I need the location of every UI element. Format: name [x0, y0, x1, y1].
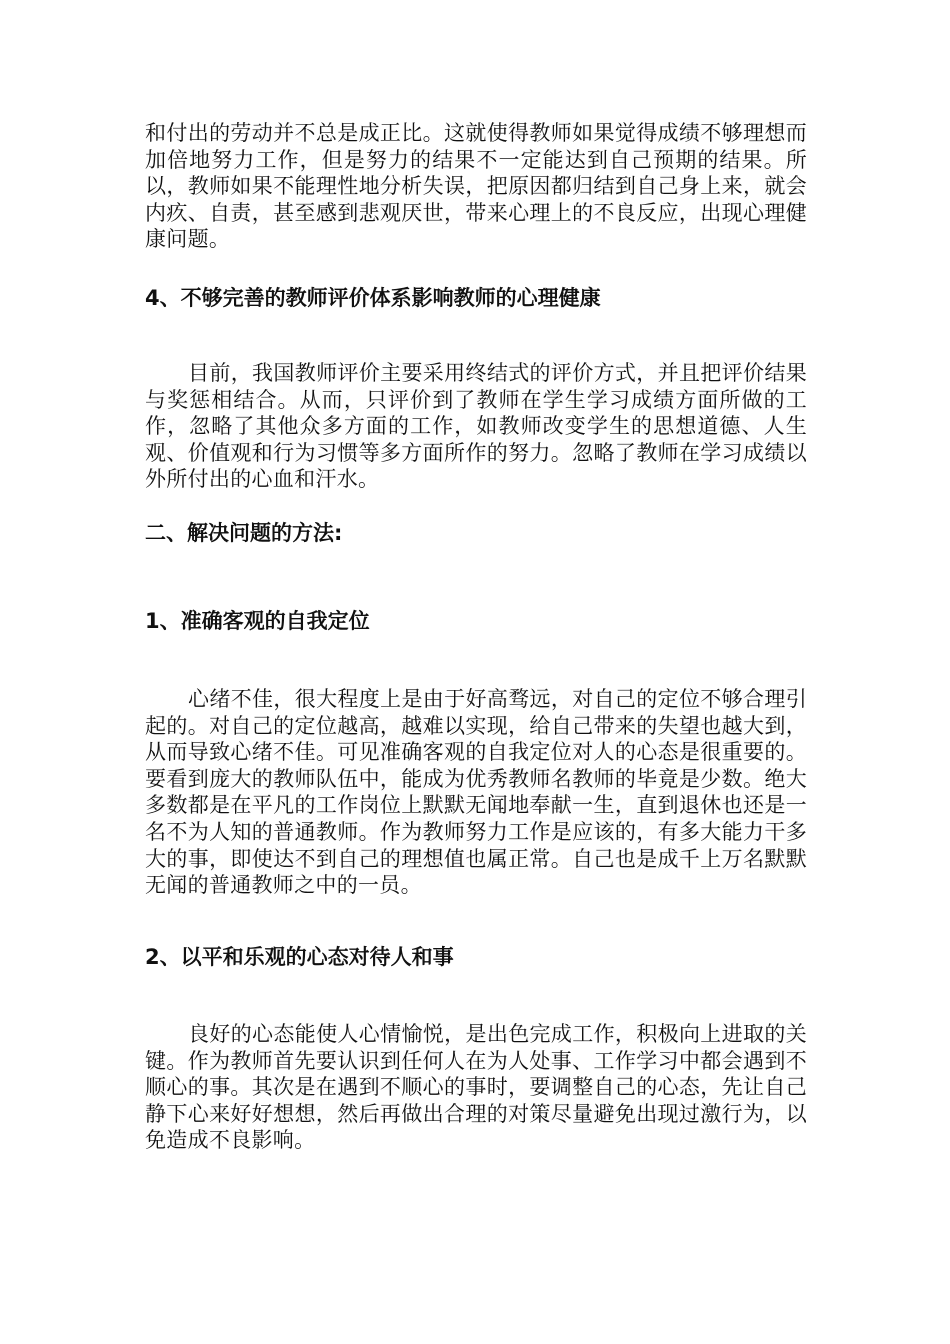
paragraph-evaluation: 目前，我国教师评价主要采用终结式的评价方式，并且把评价结果与奖惩相结合。从而，只评价到了教师在学生学习成绩方面所做的工作，忽略了其他众多方面的工作，如教师改变学生的思想道德、人生观、价值观和行为习惯等多方面所作的努力。忽略了教师在学习成绩以外所付出的心血和汗水。 [145, 361, 807, 492]
document-page [145, 0, 807, 1344]
paragraph-calm-attitude: 良好的心态能使人心情愉悦，是出色完成工作，积极向上进取的关键。作为教师首先要认识到任何人在为人处事、工作学习中都会遇到不顺心的事。其次是在遇到不顺心的事时，要调整自己的心态，先让自己静下心来好好想想，然后再做出合理的对策尽量避免出现过激行为，以免造成不良影响。 [145, 1022, 807, 1153]
paragraph-self-positioning: 心绪不佳，很大程度上是由于好高骛远，对自己的定位不够合理引起的。对自己的定位越高，越难以实现，给自己带来的失望也越大到，从而导致心绪不佳。可见准确客观的自我定位对人的心态是很重要的。要看到庞大的教师队伍中，能成为优秀教师名教师的毕竟是少数。绝大多数都是在平凡的工作岗位上默默无闻地奉献一生，直到退休也还是一名不为人知的普通教师。作为教师努力工作是应该的，有多大能力干多大的事，即使达不到自己的理想值也属正常。自己也是成千上万名默默无闻的普通教师之中的一员。 [145, 687, 807, 898]
heading-teacher-evaluation-system: 4、不够完善的教师评价体系影响教师的心理健康 [145, 286, 601, 310]
paragraph-continuation: 和付出的劳动并不总是成正比。这就使得教师如果觉得成绩不够理想而加倍地努力工作，但是努力的结果不一定能达到自己预期的结果。所以，教师如果不能理性地分析失误，把原因都归结到自己身上来，就会内疚、自责，甚至感到悲观厌世，带来心理上的不良反应，出现心理健康问题。 [145, 121, 807, 252]
section-heading-solutions: 二、解决问题的方法: [145, 521, 343, 545]
heading-self-positioning: 1、准确客观的自我定位 [145, 609, 370, 633]
heading-calm-attitude: 2、以平和乐观的心态对待人和事 [145, 945, 454, 969]
